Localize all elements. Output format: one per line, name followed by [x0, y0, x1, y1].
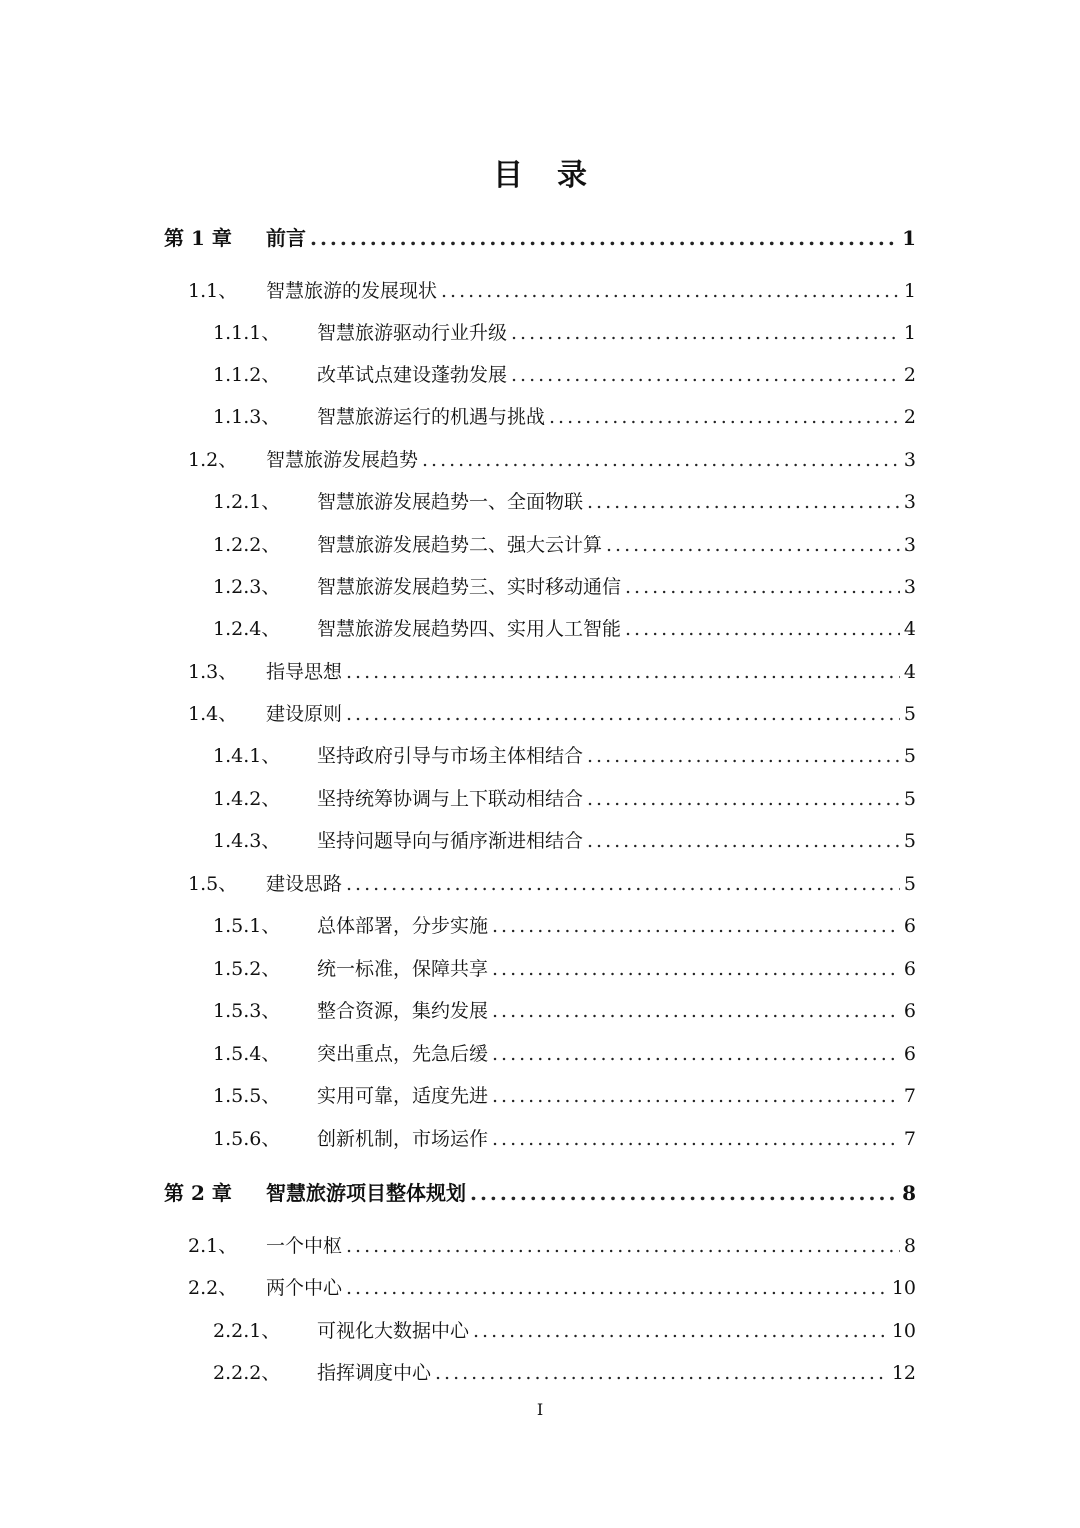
toc-entry-number: 2.2.2、	[213, 1362, 281, 1384]
page-footer-number: I	[536, 1400, 544, 1419]
toc-entry[interactable]	[188, 699, 916, 729]
toc-dot-leader	[435, 1362, 888, 1384]
toc-entry[interactable]	[213, 1316, 916, 1346]
toc-entry-label: 实用可靠，适度先进	[317, 1085, 489, 1107]
toc-dot-leader	[422, 449, 900, 471]
toc-entry-page-number: 6	[903, 915, 916, 937]
toc-entry-page-number: 8	[902, 1181, 916, 1205]
toc-entry[interactable]	[188, 1273, 916, 1303]
toc-entry-number: 第 2 章	[164, 1181, 232, 1205]
toc-entry-number: 1.5.2、	[213, 958, 281, 980]
toc-entry[interactable]	[188, 276, 916, 306]
toc-entry[interactable]	[213, 572, 916, 602]
toc-entry-page-number: 4	[903, 618, 916, 640]
toc-entry-label: 统一标准，保障共享	[317, 958, 489, 980]
toc-entry-label: 建设原则	[266, 703, 343, 725]
toc-entry-page-number: 3	[903, 534, 916, 556]
toc-entry-number: 1.2、	[188, 449, 238, 471]
toc-entry-page-number: 3	[903, 576, 916, 598]
toc-dot-leader	[587, 745, 900, 767]
toc-entry[interactable]	[188, 445, 916, 475]
toc-entry-label: 智慧旅游项目整体规划	[266, 1181, 466, 1205]
toc-entry-number: 1.2.3、	[213, 576, 281, 598]
toc-entry-number: 1.4.3、	[213, 830, 281, 852]
toc-dot-leader	[492, 1128, 900, 1150]
toc-entry-number: 1.1、	[188, 280, 238, 302]
toc-entry-page-number: 1	[903, 322, 916, 344]
toc-entry-label: 前言	[266, 226, 306, 250]
toc-entry-page-number: 5	[903, 703, 916, 725]
toc-dot-leader	[587, 788, 900, 810]
toc-entry-label: 智慧旅游驱动行业升级	[317, 322, 508, 344]
toc-entry-page-number: 10	[891, 1320, 916, 1342]
toc-entry-label: 整合资源，集约发展	[317, 1000, 489, 1022]
toc-chapter-entry[interactable]	[164, 1177, 916, 1207]
toc-entry-label: 突出重点，先急后缓	[317, 1043, 489, 1065]
toc-entry-page-number: 2	[903, 364, 916, 386]
toc-entry-page-number: 2	[903, 406, 916, 428]
toc-entry-label: 指导思想	[266, 661, 343, 683]
toc-entry-label: 智慧旅游运行的机遇与挑战	[317, 406, 546, 428]
toc-entry-label: 坚持统筹协调与上下联动相结合	[317, 788, 584, 810]
toc-entry[interactable]	[213, 1358, 916, 1388]
toc-entry[interactable]	[213, 1081, 916, 1111]
toc-entry-page-number: 5	[903, 745, 916, 767]
toc-entry-page-number: 5	[903, 788, 916, 810]
toc-entry-label: 智慧旅游发展趋势四、实用人工智能	[317, 618, 622, 640]
toc-entry-number: 1.5.6、	[213, 1128, 281, 1150]
toc-entry-label: 智慧旅游发展趋势二、强大云计算	[317, 534, 603, 556]
toc-entry-number: 1.4.1、	[213, 745, 281, 767]
toc-entry-number: 1.2.1、	[213, 491, 281, 513]
toc-dot-leader	[346, 1235, 900, 1257]
toc-dot-leader	[492, 915, 900, 937]
toc-entry[interactable]	[213, 784, 916, 814]
toc-entry[interactable]	[213, 1039, 916, 1069]
toc-dot-leader	[492, 1000, 900, 1022]
toc-entry-page-number: 3	[903, 449, 916, 471]
toc-dot-leader	[625, 618, 900, 640]
toc-entry[interactable]	[213, 996, 916, 1026]
toc-entry-page-number: 6	[903, 1043, 916, 1065]
toc-entry[interactable]	[213, 911, 916, 941]
toc-entry[interactable]	[188, 869, 916, 899]
toc-entry-page-number: 7	[903, 1085, 916, 1107]
toc-entry-label: 创新机制，市场运作	[317, 1128, 489, 1150]
toc-entry-number: 1.5.5、	[213, 1085, 281, 1107]
toc-entry-label: 智慧旅游的发展现状	[266, 280, 438, 302]
toc-entry-page-number: 8	[903, 1235, 916, 1257]
toc-entry[interactable]	[213, 530, 916, 560]
toc-dot-leader	[492, 958, 900, 980]
toc-entry-page-number: 3	[903, 491, 916, 513]
toc-entry[interactable]	[213, 318, 916, 348]
toc-dot-leader	[492, 1085, 900, 1107]
toc-entry-number: 1.5.1、	[213, 915, 281, 937]
toc-title	[0, 150, 1080, 194]
toc-entry-number: 1.2.2、	[213, 534, 281, 556]
toc-dot-leader	[492, 1043, 900, 1065]
toc-entry-label: 两个中心	[266, 1277, 343, 1299]
toc-entry-label: 智慧旅游发展趋势一、全面物联	[317, 491, 584, 513]
toc-entry[interactable]	[188, 1231, 916, 1261]
toc-entry[interactable]	[213, 741, 916, 771]
toc-title-part-1: 目	[493, 158, 523, 193]
toc-entry-number: 1.1.1、	[213, 322, 281, 344]
toc-entry-page-number: 6	[903, 958, 916, 980]
toc-entry-page-number: 10	[891, 1277, 916, 1299]
toc-entry[interactable]	[213, 826, 916, 856]
toc-entry-label: 智慧旅游发展趋势三、实时移动通信	[317, 576, 622, 598]
toc-dot-leader	[625, 576, 900, 598]
toc-entry-number: 1.3、	[188, 661, 238, 683]
toc-entry-number: 1.2.4、	[213, 618, 281, 640]
toc-entry-page-number: 12	[891, 1362, 916, 1384]
toc-entry-number: 1.1.2、	[213, 364, 281, 386]
toc-entry-page-number: 4	[903, 661, 916, 683]
toc-entry-page-number: 5	[903, 830, 916, 852]
toc-entry-label: 智慧旅游发展趋势	[266, 449, 419, 471]
toc-entry-number: 2.2、	[188, 1277, 238, 1299]
toc-entry-number: 1.4.2、	[213, 788, 281, 810]
toc-dot-leader	[310, 226, 898, 250]
toc-entry-page-number: 1	[902, 226, 916, 250]
toc-entry-label: 一个中枢	[266, 1235, 343, 1257]
toc-entry[interactable]	[213, 614, 916, 644]
toc-dot-leader	[606, 534, 900, 556]
toc-title-part-2: 录	[557, 158, 587, 193]
toc-dot-leader	[346, 1277, 888, 1299]
toc-dot-leader	[441, 280, 900, 302]
toc-entry-number: 1.5.3、	[213, 1000, 281, 1022]
toc-entry-number: 1.5、	[188, 873, 238, 895]
toc-dot-leader	[587, 830, 900, 852]
toc-entry-page-number: 6	[903, 1000, 916, 1022]
toc-dot-leader	[473, 1320, 888, 1342]
toc-entry-label: 建设思路	[266, 873, 343, 895]
toc-dot-leader	[511, 364, 900, 386]
toc-entry-number: 2.2.1、	[213, 1320, 281, 1342]
toc-dot-leader	[511, 322, 900, 344]
toc-dot-leader	[346, 873, 900, 895]
toc-entry[interactable]	[213, 1124, 916, 1154]
toc-entry-number: 2.1、	[188, 1235, 238, 1257]
toc-dot-leader	[346, 703, 900, 725]
toc-entry-number: 1.5.4、	[213, 1043, 281, 1065]
toc-entry-label: 总体部署，分步实施	[317, 915, 489, 937]
toc-entry-label: 坚持政府引导与市场主体相结合	[317, 745, 584, 767]
toc-dot-leader	[470, 1181, 898, 1205]
toc-entry[interactable]	[213, 954, 916, 984]
toc-dot-leader	[587, 491, 900, 513]
toc-entry-label: 指挥调度中心	[317, 1362, 432, 1384]
toc-entry[interactable]	[188, 657, 916, 687]
toc-chapter-entry[interactable]	[164, 222, 916, 252]
toc-entry[interactable]	[213, 402, 916, 432]
toc-entry-label: 改革试点建设蓬勃发展	[317, 364, 508, 386]
toc-entry-page-number: 7	[903, 1128, 916, 1150]
toc-dot-leader	[346, 661, 900, 683]
toc-entry-page-number: 5	[903, 873, 916, 895]
toc-entry-label: 可视化大数据中心	[317, 1320, 470, 1342]
toc-entry[interactable]	[213, 360, 916, 390]
toc-entry-page-number: 1	[903, 280, 916, 302]
toc-entry-label: 坚持问题导向与循序渐进相结合	[317, 830, 584, 852]
toc-entry-number: 第 1 章	[164, 226, 232, 250]
toc-entry-number: 1.4、	[188, 703, 238, 725]
toc-entry-number: 1.1.3、	[213, 406, 281, 428]
toc-dot-leader	[549, 406, 900, 428]
toc-entry[interactable]	[213, 487, 916, 517]
